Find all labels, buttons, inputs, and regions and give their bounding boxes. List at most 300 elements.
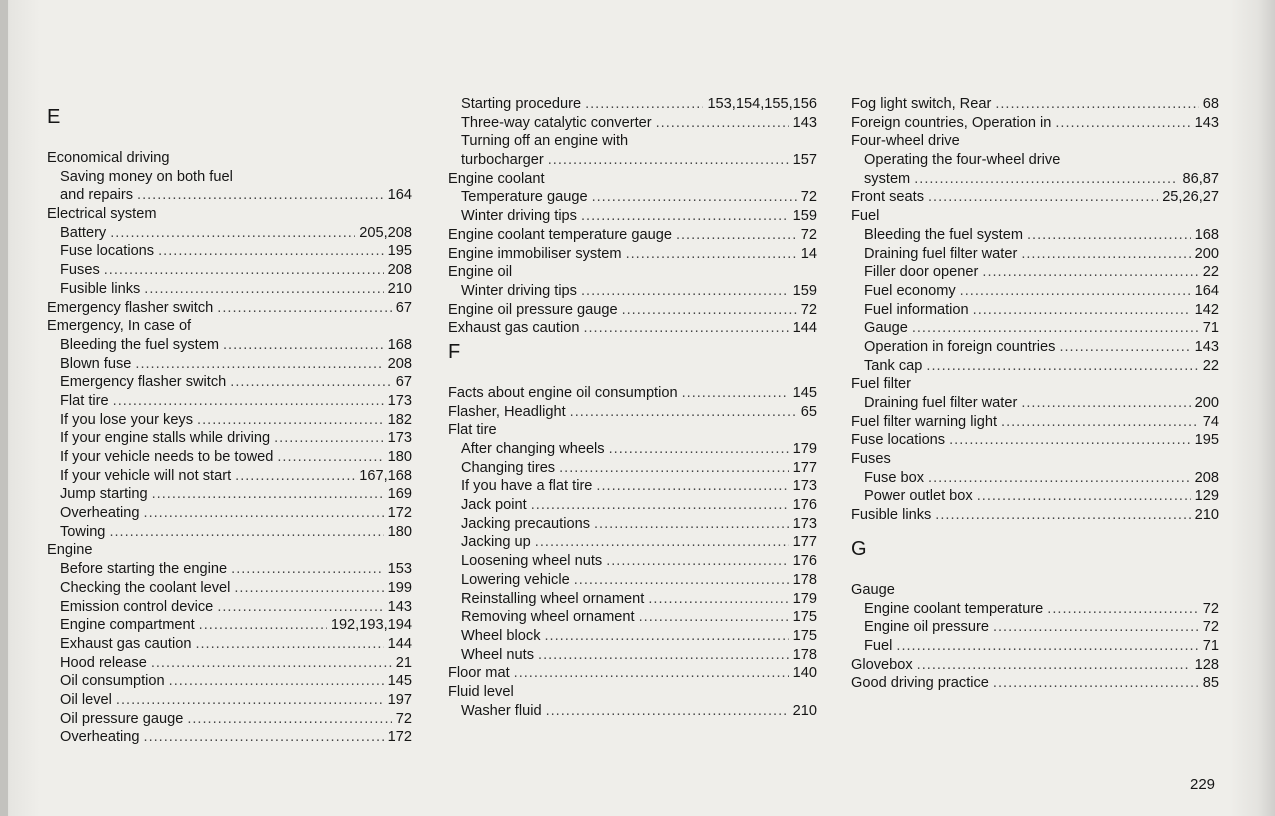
index-subentry (47, 598, 412, 617)
dot-leader (656, 114, 789, 133)
section-letter: E (47, 106, 61, 128)
dot-leader (217, 598, 383, 617)
dot-leader (583, 319, 788, 338)
entry-text: Engine oil pressure gauge (448, 301, 618, 318)
index-entry (851, 375, 1219, 394)
index-subentry (47, 485, 412, 504)
index-entry (851, 674, 1219, 693)
index-entry (448, 403, 817, 422)
entry-text: Hood release (60, 654, 147, 671)
dot-leader (113, 392, 384, 411)
dot-leader (648, 590, 788, 609)
entry-text: Draining fuel filter water (864, 245, 1018, 262)
entry-text: Wheel nuts (461, 646, 535, 663)
index-subentry (448, 151, 817, 170)
entry-page: 200 (1194, 395, 1219, 411)
entry-text: Exhaust gas caution (60, 635, 192, 652)
index-subentry (47, 616, 412, 635)
entry-text: Four-wheel drive (851, 133, 960, 150)
entry-text: Fluid level (448, 683, 514, 700)
dot-leader (993, 674, 1199, 693)
entry-page: 182 (387, 411, 412, 428)
entry-text: Electrical system (47, 206, 157, 223)
entry-page: 179 (792, 590, 817, 607)
section-letter: G (851, 537, 867, 560)
dot-leader (514, 664, 789, 683)
entry-text: Engine coolant (448, 170, 545, 187)
entry-text: Bleeding the fuel system (864, 226, 1023, 243)
entry-page: 180 (387, 449, 412, 465)
dot-leader (197, 411, 384, 430)
dot-leader (538, 646, 789, 665)
entry-text: Jacking up (461, 534, 531, 551)
entry-page: 172 (387, 505, 412, 522)
entry-text: Fusible links (60, 280, 141, 297)
entry-text: If your engine stalls while driving (60, 430, 271, 447)
entry-text: Operating the four-wheel drive (864, 152, 1061, 169)
entry-page: 208 (387, 355, 412, 372)
entry-text: Fuel (864, 637, 893, 654)
entry-page: 72 (800, 301, 817, 318)
entry-page: 210 (1194, 507, 1219, 524)
index-subentry (47, 448, 412, 467)
entry-page: 179 (792, 441, 817, 457)
dot-leader (144, 728, 384, 747)
entry-text: Fuel filter warning light (851, 413, 998, 430)
index-entry (448, 170, 817, 189)
entry-text: After changing wheels (461, 441, 605, 457)
entry-text: and repairs (60, 187, 134, 204)
entry-text: Blown fuse (60, 355, 132, 372)
entry-page: 72 (395, 710, 412, 727)
index-entry (448, 319, 817, 338)
dot-leader (585, 95, 703, 114)
index-subentry (47, 467, 412, 486)
entry-page: 175 (792, 627, 817, 644)
entry-text: Glovebox (851, 656, 913, 673)
entry-text: Filler door opener (864, 264, 979, 281)
index-entry (851, 95, 1219, 114)
index-subentry (448, 477, 817, 496)
entry-text: Jump starting (60, 486, 148, 503)
entry-text: Winter driving tips (461, 282, 577, 299)
entry-page: 128 (1194, 656, 1219, 673)
entry-text: Facts about engine oil consumption (448, 384, 678, 401)
index-subentry (448, 571, 817, 590)
dot-leader (626, 245, 797, 264)
entry-page: 176 (792, 553, 817, 570)
entry-page: 175 (792, 609, 817, 626)
dot-leader (199, 616, 327, 635)
entry-page: 178 (792, 646, 817, 663)
index-subentry (448, 608, 817, 627)
entry-page: 14 (800, 245, 817, 262)
dot-leader (928, 469, 1191, 488)
page-number: 229 (1190, 776, 1216, 793)
entry-text: Gauge (851, 581, 895, 598)
dot-leader (1001, 413, 1199, 432)
index-subentry (448, 627, 817, 646)
index-subentry (47, 710, 412, 729)
dot-leader (596, 477, 788, 496)
dot-leader (1059, 338, 1190, 357)
dot-leader (104, 261, 384, 280)
dot-leader (570, 403, 797, 422)
entry-text: Tank cap (864, 357, 923, 374)
entry-page: 67 (395, 374, 412, 391)
entry-text: Temperature gauge (461, 189, 588, 206)
entry-page: 142 (1194, 301, 1219, 318)
dot-leader (144, 504, 384, 523)
entry-page: 71 (1202, 637, 1219, 654)
dot-leader (1047, 600, 1198, 619)
entry-text: Jacking precautions (461, 515, 590, 532)
index-entry (448, 301, 817, 320)
entry-text: Turning off an engine with (461, 133, 629, 150)
dot-leader (109, 523, 383, 542)
entry-page: 164 (387, 187, 412, 204)
entry-page: 143 (1194, 338, 1219, 355)
entry-page: 74 (1202, 413, 1219, 430)
entry-text: Fusible links (851, 507, 932, 524)
index-column-2 (448, 95, 817, 720)
entry-text: Oil level (60, 691, 112, 708)
entry-page: 173 (792, 515, 817, 532)
entry-page: 180 (387, 523, 412, 540)
dot-leader (223, 336, 384, 355)
entry-text: Front seats (851, 189, 924, 206)
entry-page: 153,154,155,156 (707, 96, 817, 112)
entry-text: Lowering vehicle (461, 571, 570, 588)
dot-leader (195, 635, 383, 654)
dot-leader (230, 373, 391, 392)
index-subentry (851, 487, 1219, 506)
index-entry (851, 581, 1219, 600)
entry-text: Reinstalling wheel ornament (461, 590, 645, 607)
entry-text: Good driving practice (851, 675, 989, 692)
index-subentry (448, 702, 817, 721)
dot-leader (960, 282, 1191, 301)
index-subentry (448, 496, 817, 515)
dot-leader (973, 301, 1191, 320)
entry-page: 86,87 (1182, 170, 1219, 187)
index-entry (851, 132, 1219, 151)
entry-page: 67 (395, 299, 412, 316)
entry-text: Changing tires (461, 459, 556, 476)
entry-page: 176 (792, 497, 817, 514)
index-subentry (448, 282, 817, 301)
entry-page: 72 (1202, 600, 1219, 617)
entry-text: Winter driving tips (461, 208, 577, 225)
entry-page: 25,26,27 (1162, 189, 1219, 206)
entry-page: 210 (387, 280, 412, 297)
dot-leader (151, 654, 392, 673)
entry-text: Wheel block (461, 627, 541, 644)
index-subentry (47, 635, 412, 654)
index-subentry (448, 132, 817, 151)
index-entry (851, 506, 1219, 525)
dot-leader (1021, 394, 1190, 413)
dot-leader (574, 571, 789, 590)
index-subentry (47, 411, 412, 430)
dot-leader (144, 280, 383, 299)
dot-leader (928, 188, 1158, 207)
entry-text: Before starting the engine (60, 561, 228, 578)
entry-page: 143 (1194, 114, 1219, 131)
entry-page: 22 (1202, 264, 1219, 281)
index-subentry (851, 469, 1219, 488)
entry-page: 72 (800, 189, 817, 206)
index-subentry (851, 600, 1219, 619)
entry-page: 195 (387, 243, 412, 260)
index-subentry (448, 533, 817, 552)
entry-text: Saving money on both fuel (60, 168, 233, 185)
index-subentry (47, 355, 412, 374)
entry-page: 173 (387, 430, 412, 447)
index-subentry (47, 560, 412, 579)
entry-page: 22 (1202, 357, 1219, 374)
index-entry (851, 114, 1219, 133)
entry-page: 197 (387, 691, 412, 708)
index-subentry (851, 151, 1219, 170)
entry-page: 144 (387, 635, 412, 652)
index-subentry (47, 579, 412, 598)
dot-leader (912, 319, 1199, 338)
dot-leader (896, 637, 1198, 656)
entry-page: 199 (387, 579, 412, 596)
entry-page: 208 (387, 262, 412, 279)
index-subentry (851, 226, 1219, 245)
entry-page: 173 (792, 478, 817, 495)
dot-leader (116, 691, 384, 710)
entry-text: Fog light switch, Rear (851, 96, 992, 112)
index-subentry (851, 394, 1219, 413)
entry-page: 177 (792, 459, 817, 476)
section-letter: F (448, 340, 461, 363)
dot-leader (606, 552, 788, 571)
entry-page: 21 (395, 654, 412, 671)
entry-page: 200 (1194, 245, 1219, 262)
entry-text: Removing wheel ornament (461, 609, 635, 626)
dot-leader (581, 282, 789, 301)
index-entry (47, 299, 412, 318)
index-subentry (448, 207, 817, 226)
dot-leader (622, 301, 797, 320)
index-subentry (448, 188, 817, 207)
entry-text: Flasher, Headlight (448, 403, 566, 420)
entry-page: 159 (792, 208, 817, 225)
dot-leader (234, 579, 383, 598)
index-subentry (448, 552, 817, 571)
dot-leader (993, 618, 1199, 637)
dot-leader (535, 533, 789, 552)
entry-page: 85 (1202, 675, 1219, 692)
entry-text: Emergency, In case of (47, 318, 192, 335)
dot-leader (531, 496, 789, 515)
dot-leader (1021, 245, 1190, 264)
index-subentry (47, 523, 412, 542)
dot-leader (917, 656, 1191, 675)
entry-text: Washer fluid (461, 702, 542, 719)
dot-leader (949, 431, 1191, 450)
index-subentry (448, 646, 817, 665)
index-subentry (47, 504, 412, 523)
entry-text: Engine (47, 542, 93, 559)
entry-text: Engine oil (448, 264, 513, 281)
dot-leader (935, 506, 1190, 525)
entry-page: 143 (387, 598, 412, 615)
dot-leader (235, 467, 355, 486)
entry-page: 164 (1194, 282, 1219, 299)
entry-text: Fuses (60, 262, 100, 279)
index-subentry (851, 618, 1219, 637)
index-subentry (851, 637, 1219, 656)
dot-leader (152, 485, 384, 504)
entry-page: 169 (387, 486, 412, 503)
entry-text: system (864, 170, 911, 187)
dot-leader (609, 440, 789, 459)
dot-leader (1027, 226, 1191, 245)
entry-text: If you lose your keys (60, 411, 194, 428)
dot-leader (639, 608, 789, 627)
index-subentry (448, 515, 817, 534)
entry-text: Battery (60, 224, 107, 241)
entry-page: 168 (1194, 226, 1219, 243)
dot-leader (231, 560, 384, 579)
entry-page: 129 (1194, 488, 1219, 505)
index-subentry (448, 459, 817, 478)
entry-text: Fuse box (864, 469, 925, 486)
index-entry (448, 226, 817, 245)
index-entry (851, 656, 1219, 675)
index-subentry (448, 440, 817, 459)
entry-text: Loosening wheel nuts (461, 553, 603, 570)
index-entry (448, 683, 817, 702)
dot-leader (137, 186, 384, 205)
entry-text: Overheating (60, 729, 140, 746)
entry-text: Operation in foreign countries (864, 338, 1056, 355)
dot-leader (277, 448, 383, 467)
index-subentry (851, 357, 1219, 376)
entry-text: Emergency flasher switch (47, 299, 214, 316)
dot-leader (158, 242, 384, 261)
index-subentry (47, 224, 412, 243)
dot-leader (135, 355, 383, 374)
entry-text: turbocharger (461, 152, 544, 169)
entry-text: Gauge (864, 320, 908, 337)
entry-page: 72 (800, 226, 817, 243)
entry-text: Fuel filter (851, 376, 912, 393)
index-subentry (47, 654, 412, 673)
entry-text: Oil consumption (60, 673, 165, 690)
index-subentry (851, 170, 1219, 189)
entry-text: Engine immobiliser system (448, 245, 622, 262)
entry-page: 145 (387, 673, 412, 690)
entry-text: Emission control device (60, 598, 214, 615)
entry-text: Engine compartment (60, 617, 195, 634)
entry-page: 210 (792, 702, 817, 719)
index-subentry (47, 280, 412, 299)
index-entry (851, 431, 1219, 450)
entry-text: Economical driving (47, 150, 170, 166)
index-subentry (851, 263, 1219, 282)
entry-page: 192,193,194 (330, 617, 412, 634)
entry-text: Overheating (60, 505, 140, 522)
entry-text: Engine coolant temperature gauge (448, 226, 672, 243)
entry-text: Towing (60, 523, 106, 540)
index-entry (851, 413, 1219, 432)
dot-leader (676, 226, 797, 245)
entry-text: Foreign countries, Operation in (851, 114, 1052, 131)
entry-text: Flat tire (60, 392, 109, 409)
entry-text: Engine oil pressure (864, 619, 989, 636)
index-subentry (47, 168, 412, 187)
entry-text: Bleeding the fuel system (60, 336, 219, 353)
dot-leader (1055, 114, 1190, 133)
entry-text: Flat tire (448, 422, 497, 439)
entry-text: Fuse locations (60, 243, 155, 260)
index-subentry (851, 245, 1219, 264)
entry-text: Fuel economy (864, 282, 956, 299)
index-subentry (47, 186, 412, 205)
entry-page: 208 (1194, 469, 1219, 486)
index-subentry (47, 392, 412, 411)
index-subentry (47, 672, 412, 691)
dot-leader (110, 224, 355, 243)
dot-leader (274, 429, 384, 448)
dot-leader (977, 487, 1191, 506)
index-entry (47, 317, 412, 336)
entry-text: Exhaust gas caution (448, 320, 580, 337)
dot-leader (548, 151, 789, 170)
index-subentry (47, 728, 412, 747)
entry-page: 178 (792, 571, 817, 588)
entry-text: Draining fuel filter water (864, 395, 1018, 411)
entry-page: 195 (1194, 432, 1219, 449)
entry-text: Starting procedure (461, 96, 582, 112)
index-column-3 (851, 95, 1219, 693)
dot-leader (559, 459, 789, 478)
dot-leader (546, 702, 789, 721)
index-subentry (47, 261, 412, 280)
index-entry (448, 664, 817, 683)
entry-page: 159 (792, 282, 817, 299)
entry-text: Engine coolant temperature (864, 600, 1044, 617)
index-subentry (851, 338, 1219, 357)
index-subentry (851, 319, 1219, 338)
index-subentry (851, 282, 1219, 301)
index-subentry (47, 691, 412, 710)
entry-text: Jack point (461, 497, 527, 514)
entry-text: Fuses (851, 451, 891, 468)
entry-page: 68 (1202, 96, 1219, 112)
dot-leader (926, 357, 1198, 376)
index-entry (851, 188, 1219, 207)
dot-leader (187, 710, 391, 729)
dot-leader (217, 299, 391, 318)
index-entry (47, 541, 412, 560)
entry-text: If your vehicle needs to be towed (60, 449, 274, 465)
entry-page: 143 (792, 114, 817, 131)
entry-page: 145 (792, 384, 817, 401)
index-entry (448, 384, 817, 403)
index-entry (448, 263, 817, 282)
entry-page: 167,168 (359, 467, 412, 484)
entry-text: Fuel (851, 208, 880, 225)
entry-page: 157 (792, 152, 817, 169)
entry-page: 177 (792, 534, 817, 551)
index-entry (47, 149, 412, 168)
